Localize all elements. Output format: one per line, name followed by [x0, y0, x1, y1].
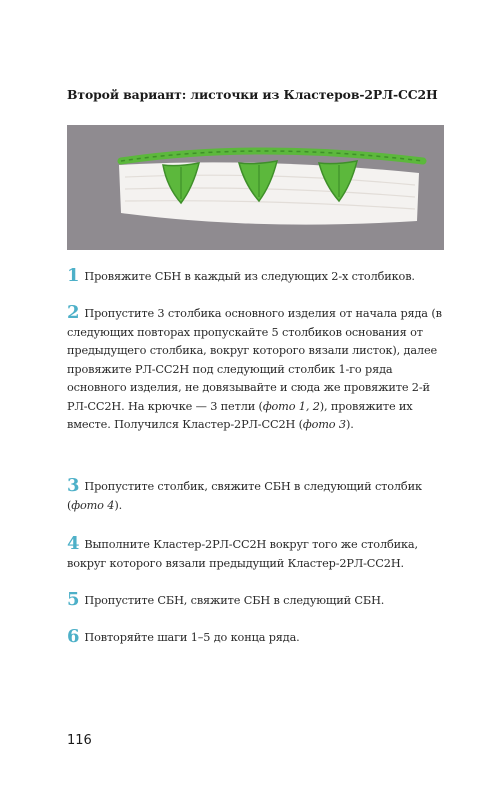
step-text: Выполните Кластер-2РЛ-СС2Н вокруг того же столбика, вокруг которого вязали предыдущий Кластер-2РЛ-СС2Н.: [67, 538, 418, 570]
step-number: 1: [67, 265, 80, 286]
step-number: 6: [67, 626, 80, 647]
step-number: 5: [67, 589, 80, 610]
photo-reference: фото 3: [302, 418, 346, 431]
step-2: [67, 303, 447, 435]
crochet-leaves-photo: [67, 125, 444, 250]
photo-reference: фото 4: [71, 498, 115, 512]
photo-reference: фото 1, 2: [262, 399, 320, 413]
step-text: Повторяйте шаги 1–5 до конца ряда.: [84, 631, 300, 644]
step-number: 2: [67, 302, 80, 323]
step-4: [67, 534, 447, 573]
step-6: [67, 627, 447, 648]
step-text: Пропустите СБН, свяжите СБН в следующий СБН.: [84, 594, 385, 607]
step-5: [67, 590, 447, 611]
step-number: 3: [67, 475, 80, 496]
step-text: Пропустите 3 столбика основного изделия от начала ряда (в следующих повторах пропускайте 5 столбиков основания от предыдущего столбика, вокруг которого вязали листок), далее провяжите РЛ-СС2Н под следующий столбик 1-го ряда основного изделия, не довязывайте и сюда же провяжите 2-й РЛ-СС2Н. На крючке — 3 петли (фото 1, 2), провяжите их вместе. Получился Кластер-2РЛ-СС2Н (фото 3).: [67, 307, 442, 431]
step-text: Провяжите СБН в каждый из следующих 2-х столбиков.: [84, 270, 415, 283]
section-title: Второй вариант: листочки из Кластеров-2РЛ-СС2Н: [67, 87, 438, 102]
page-number: 116: [67, 733, 92, 748]
step-number: 4: [67, 533, 80, 554]
step-text: Пропустите столбик, свяжите СБН в следующий столбик (фото 4).: [67, 480, 422, 512]
step-1: [67, 266, 447, 287]
step-3: [67, 476, 447, 515]
